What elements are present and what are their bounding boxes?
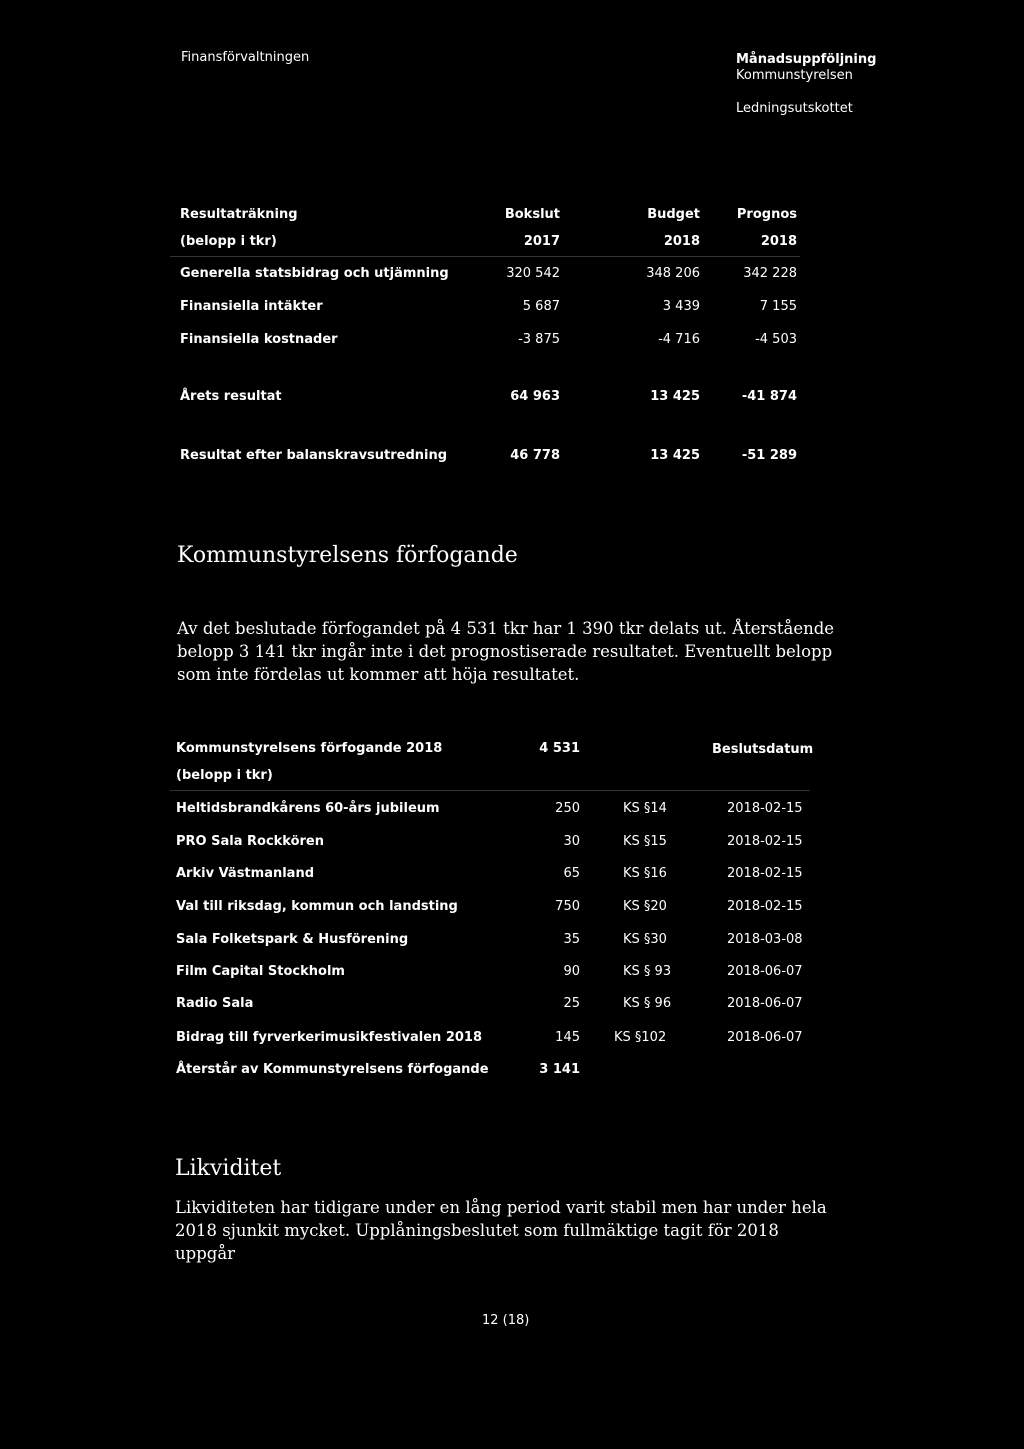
- row-value: 3 439: [662, 299, 700, 314]
- table-divider: [170, 256, 800, 257]
- row-amount: 250: [555, 801, 580, 816]
- row-reference: KS § 93: [623, 964, 672, 979]
- row-label: Sala Folketspark & Husförening: [176, 932, 409, 947]
- row-date: 2018-02-15: [727, 866, 803, 881]
- row-amount: 145: [555, 1030, 580, 1045]
- row-value: -51 289: [741, 448, 797, 463]
- row-value: 320 542: [506, 266, 560, 281]
- row-amount: 750: [555, 899, 580, 914]
- row-value: 64 963: [510, 389, 560, 404]
- row-date: 2018-03-08: [727, 932, 803, 947]
- section-paragraph: Av det beslutade förfogandet på 4 531 tkr har 1 390 tkr delats ut. Återstående belopp 3 141 tkr ingår inte i det prognostiserade resultatet. Eventuellt belopp som inte fördelas ut kommer att höja resultatet.: [177, 619, 835, 684]
- column-year-bokslut: 2017: [523, 234, 560, 249]
- row-amount: 30: [563, 834, 580, 849]
- row-value: 13 425: [650, 389, 700, 404]
- row-amount: 35: [563, 932, 580, 947]
- row-reference: KS §15: [623, 834, 667, 849]
- column-year-prognos: 2018: [760, 234, 797, 249]
- row-value: 5 687: [522, 299, 560, 314]
- row-reference: KS §16: [623, 866, 667, 881]
- row-value: -3 875: [518, 332, 560, 347]
- row-reference: KS §14: [623, 801, 667, 816]
- row-amount: 90: [563, 964, 580, 979]
- report-board: Kommunstyrelsen: [736, 68, 853, 83]
- row-label: Arkiv Västmanland: [176, 866, 315, 881]
- result-table-subtitle: (belopp i tkr): [180, 234, 277, 249]
- report-title: Månadsuppföljning: [736, 52, 877, 67]
- ks-table-title: Kommunstyrelsens förfogande 2018: [176, 741, 443, 756]
- column-year-budget: 2018: [663, 234, 700, 249]
- section-heading: Likviditet: [175, 1156, 282, 1181]
- row-value: -4 503: [755, 332, 797, 347]
- row-label: Finansiella intäkter: [180, 299, 323, 314]
- remaining-label: Återstår av Kommunstyrelsens förfogande: [176, 1062, 489, 1077]
- department-name: Finansförvaltningen: [181, 50, 310, 65]
- row-date: 2018-02-15: [727, 899, 803, 914]
- section-heading: Kommunstyrelsens förfogande: [177, 543, 518, 568]
- row-reference: KS §20: [623, 899, 667, 914]
- row-value: 7 155: [759, 299, 797, 314]
- row-label: Resultat efter balanskravsutredning: [180, 448, 448, 463]
- row-label: Bidrag till fyrverkerimusikfestivalen 2018: [176, 1030, 483, 1045]
- row-label: Radio Sala: [176, 996, 254, 1011]
- column-header-bokslut: Bokslut: [504, 207, 560, 222]
- remaining-amount: 3 141: [539, 1062, 580, 1077]
- row-value: -41 874: [741, 389, 797, 404]
- column-header-budget: Budget: [647, 207, 700, 222]
- row-date: 2018-02-15: [727, 834, 803, 849]
- row-date: 2018-06-07: [727, 964, 803, 979]
- row-label: Heltidsbrandkårens 60-års jubileum: [176, 801, 440, 816]
- result-table-title: Resultaträkning: [180, 207, 298, 222]
- row-date: 2018-06-07: [727, 1030, 803, 1045]
- row-reference: KS §102: [614, 1030, 667, 1045]
- row-label: Film Capital Stockholm: [176, 964, 345, 979]
- row-amount: 65: [563, 866, 580, 881]
- ks-table-subtitle: (belopp i tkr): [176, 768, 273, 783]
- row-value: 13 425: [650, 448, 700, 463]
- row-label: Val till riksdag, kommun och landsting: [176, 899, 458, 914]
- ks-table-date-header: Beslutsdatum: [712, 742, 814, 757]
- ks-table-total: 4 531: [539, 741, 580, 756]
- row-reference: KS § 96: [623, 996, 672, 1011]
- table-divider: [170, 790, 810, 791]
- row-label: Finansiella kostnader: [180, 332, 338, 347]
- row-label: Årets resultat: [180, 389, 282, 404]
- row-value: 46 778: [510, 448, 560, 463]
- row-label: Generella statsbidrag och utjämning: [180, 266, 449, 281]
- row-value: 348 206: [646, 266, 700, 281]
- section-paragraph: Likviditeten har tidigare under en lång period varit stabil men har under hela 2018 sjunkit mycket. Upplåningsbeslutet som fullmäktige tagit för 2018 uppgår: [175, 1198, 827, 1263]
- page-number: 12 (18): [482, 1313, 530, 1328]
- report-committee: Ledningsutskottet: [736, 101, 853, 116]
- column-header-prognos: Prognos: [736, 207, 797, 222]
- row-date: 2018-06-07: [727, 996, 803, 1011]
- row-value: 342 228: [743, 266, 797, 281]
- row-value: -4 716: [658, 332, 700, 347]
- row-date: 2018-02-15: [727, 801, 803, 816]
- row-label: PRO Sala Rockkören: [176, 834, 325, 849]
- row-amount: 25: [563, 996, 580, 1011]
- row-reference: KS §30: [623, 932, 667, 947]
